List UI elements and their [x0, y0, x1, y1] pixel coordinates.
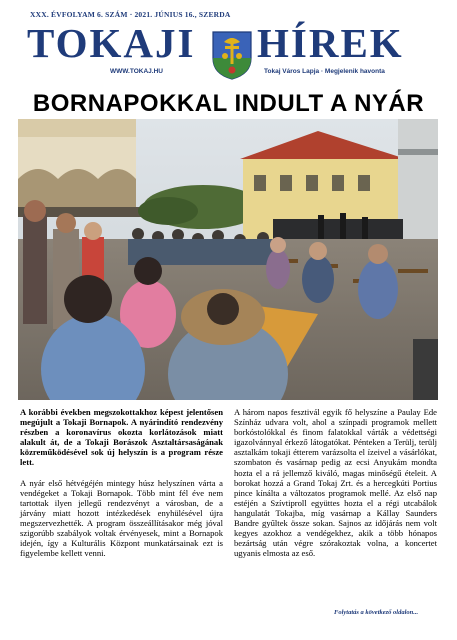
article-headline: BORNAPOKKAL INDULT A NYÁR — [32, 90, 425, 117]
article-paragraph-2: A három napos fesztivál egyik fő helyszíne a Paulay Ede Színház udvara volt, ahol a színpadi programok mellett borkóstolókkal és finom falatokkal várták a védettségi igazolvánnyal érkező látogatókat. Pénteken a Terülj, terülj asztalkám tokaji étterem varázsolta el ízeivel a vásárlókat, szombaton és vasárnap pedig az ecsi Anyukám mondta hozta el a rá jellemző kiváló, magas minőségű ételeit. A borokat hozzá a Grand Tokaj Zrt. és a hercegkúti Portius pince kínálta a változatos programok mellé. Az első nap estéjén a Szívtiproll együttes hozta el a régi utcabálok hangulatát Tokajba, míg vasárnap a Kállay Saunders Bandre gyűltek össze sokan. Sajnos az időjárás nem volt kegyes azokhoz a vendégekhez, akik a több hónapos bezártság után végre szórakoztak volna, a koncertet ugyanis elmosta az eső. — [234, 407, 437, 559]
masthead-title-right: HÍREK — [257, 20, 404, 66]
masthead-tagline: Tokaj Város Lapja · Megjelenik havonta — [264, 68, 385, 75]
continued-link[interactable]: Folytatás a következő oldalon... — [334, 609, 419, 616]
masthead — [0, 0, 457, 88]
article-paragraph-1: A nyár első hétvégéjén mintegy húsz helyszínen várta a vendégeket a Tokaji Bornapok. Több mint fél éve nem tartottak ilyen jellegű rendezvényt a városban, de a járvány miatt hozott intézkedések enyhülésével újra megszervezhették. A program összeállításakor még jóval szigorúbb szabályok voltak érvényesek, mint a Bornapok idején, így a Kulturális Központ munkatársainak ezt is figyelembe kellett venni. — [20, 477, 223, 559]
website-link[interactable]: WWW.TOKAJ.HU — [110, 68, 163, 75]
article-column-left — [20, 407, 223, 558]
masthead-title-left: TOKAJI — [27, 20, 196, 66]
city-crest-icon — [211, 30, 253, 80]
festival-photo — [18, 119, 438, 400]
article-column-right — [234, 407, 437, 558]
issue-line: XXX. ÉVFOLYAM 6. SZÁM · 2021. JÚNIUS 16., SZERDA — [30, 10, 231, 19]
article-lead: A korábbi években megszokottakhoz képest jelentősen megújult a Tokaji Bornapok. A nyárindító rendezvény részben a koronavírus okozta korlátozások miatt alakult át, de a Tokaji Borászok Asztaltársaságának közreműködésével sok új helyszín is a program része lett. — [20, 407, 223, 468]
